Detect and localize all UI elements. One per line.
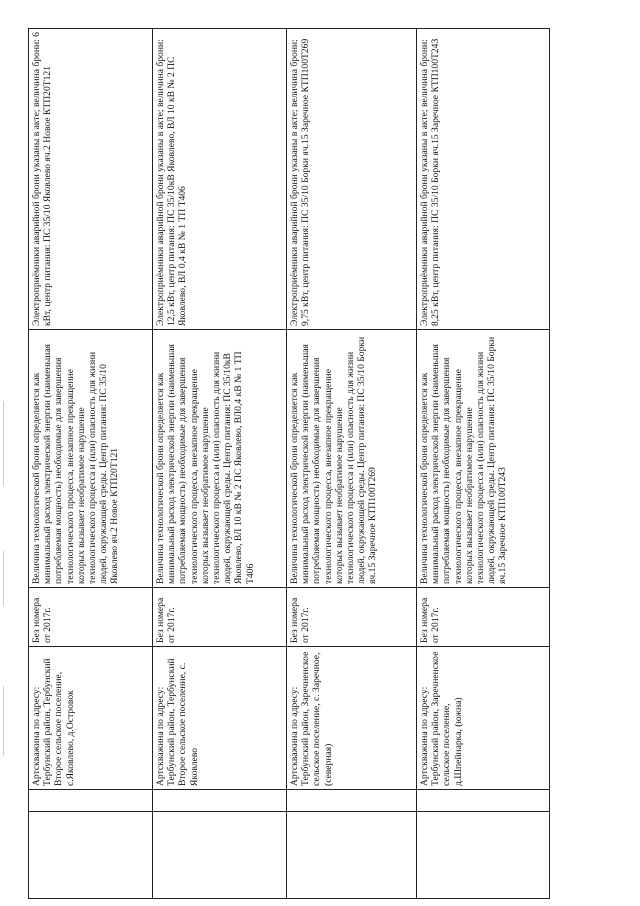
- act-cell: Без номера от 2017г.: [153, 588, 287, 647]
- empty-cell: [287, 812, 417, 899]
- description-cell: Величина технологической брони определяется как минимальный расход электрической энергии (наименьшая потребляемая мощность) необходимые для завершения технологического процесса, внезапное прекращение которых вызывает необратимое нарушение технологического процесса и (или) опасность для жизни людей, окружающей среды. Центр питания: ПС 35/10кВ Яковлево, ВЛ 10 кВ № 2 ПС Яковлево, ВЛ0,4 кВ № 1 ТП Т406: [153, 330, 287, 588]
- table-row: [153, 29, 287, 899]
- empty-cell: [29, 790, 153, 812]
- emergency-cell: Электроприёмники аварийной брони указаны в акте; величина брони: 9,75 кВт, центр питания: ПС 35/10 Борки яч.15 Заречное КТП100Т269: [287, 29, 417, 330]
- table-row: [29, 29, 153, 899]
- act-cell: Без номера от 2017г.: [287, 588, 417, 647]
- address-cell: Артскважина по адресу: Тербунский район, Заречненское сельское поселение, с. Заречное, (северная): [287, 647, 417, 790]
- address-cell: Артскважина по адресу: Тербунский район, Тербунский Второе сельское поселение, с.Яковлево, д.Островок: [29, 647, 153, 790]
- empty-cell: [287, 790, 417, 812]
- empty-cell: [153, 790, 287, 812]
- scan-fringe: [3, 551, 4, 606]
- description-cell: Величина технологической брони определяется как минимальный расход электрической энергии (наименьшая потребляемая мощность) необходимые для завершения технологического процесса, внезапное прекращение которых вызывает необратимое нарушение технологического процесса и (или) опасность для жизни людей, окружающей среды. Центр питания: ПС 35/10 Борки яч.15 Заречное КТП100Т243: [417, 330, 550, 588]
- table-row: [417, 29, 550, 899]
- table-row: [287, 29, 417, 899]
- description-cell: Величина технологической брони определяется как минимальный расход электрической энергии (наименьшая потребляемая мощность) необходимые для завершения технологического процесса, внезапное прекращение которых вызывает необратимое нарушение технологического процесса и (или) опасность для жизни людей, окружающей среды. Центр питания: ПС 35/10 Яковлево яч.2 Новое КТП20Т121: [29, 330, 153, 588]
- empty-cell: [417, 790, 550, 812]
- empty-cell: [153, 812, 287, 899]
- act-cell: Без номера от 2017г.: [29, 588, 153, 647]
- empty-cell: [417, 812, 550, 899]
- emergency-cell: Электроприёмники аварийной брони указаны в акте; величина брони: 8,25 кВт, центр питания: ПС 35/10 Борки яч.15 Заречное КТП100Т243: [417, 29, 550, 330]
- reservation-table: [28, 28, 550, 899]
- scan-fringe: [3, 401, 4, 486]
- address-cell: Артскважина по адресу: Тербунский район, Тербунский Второе сельское поселение, с. Яковлево: [153, 647, 287, 790]
- act-cell: Без номера от 2017г.: [417, 588, 550, 647]
- description-cell: Величина технологической брони определяется как минимальный расход электрической энергии (наименьшая потребляемая мощность) необходимые для завершения технологического процесса, внезапное прекращение которых вызывает необратимое нарушение технологического процесса и (или) опасность для жизни людей, окружающей среды. Центр питания: ПС 35/10 Борки яч.15 Заречное КТП100Т269: [287, 330, 417, 588]
- empty-cell: [29, 812, 153, 899]
- emergency-cell: Электроприёмники аварийной брони указаны в акте; величина брони: 6 кВт, центр питания: ПС 35/10 Яковлево яч.2 Новое КТП20Т121: [29, 29, 153, 330]
- address-cell: Артскважина по адресу: Тербунский район, Заречненское сельское поселение, д.Шпейнарка, (южна): [417, 647, 550, 790]
- scan-fringe: [3, 686, 4, 756]
- emergency-cell: Электроприёмники аварийной брони указаны в акте; величина брони: 12,5 кВт, центр питания: ПС 35/10кВ Яковлево, ВЛ 10 кВ № 2 ПС Яковлево, ВЛ 0,4 кВ № 1 ТП Т406: [153, 29, 287, 330]
